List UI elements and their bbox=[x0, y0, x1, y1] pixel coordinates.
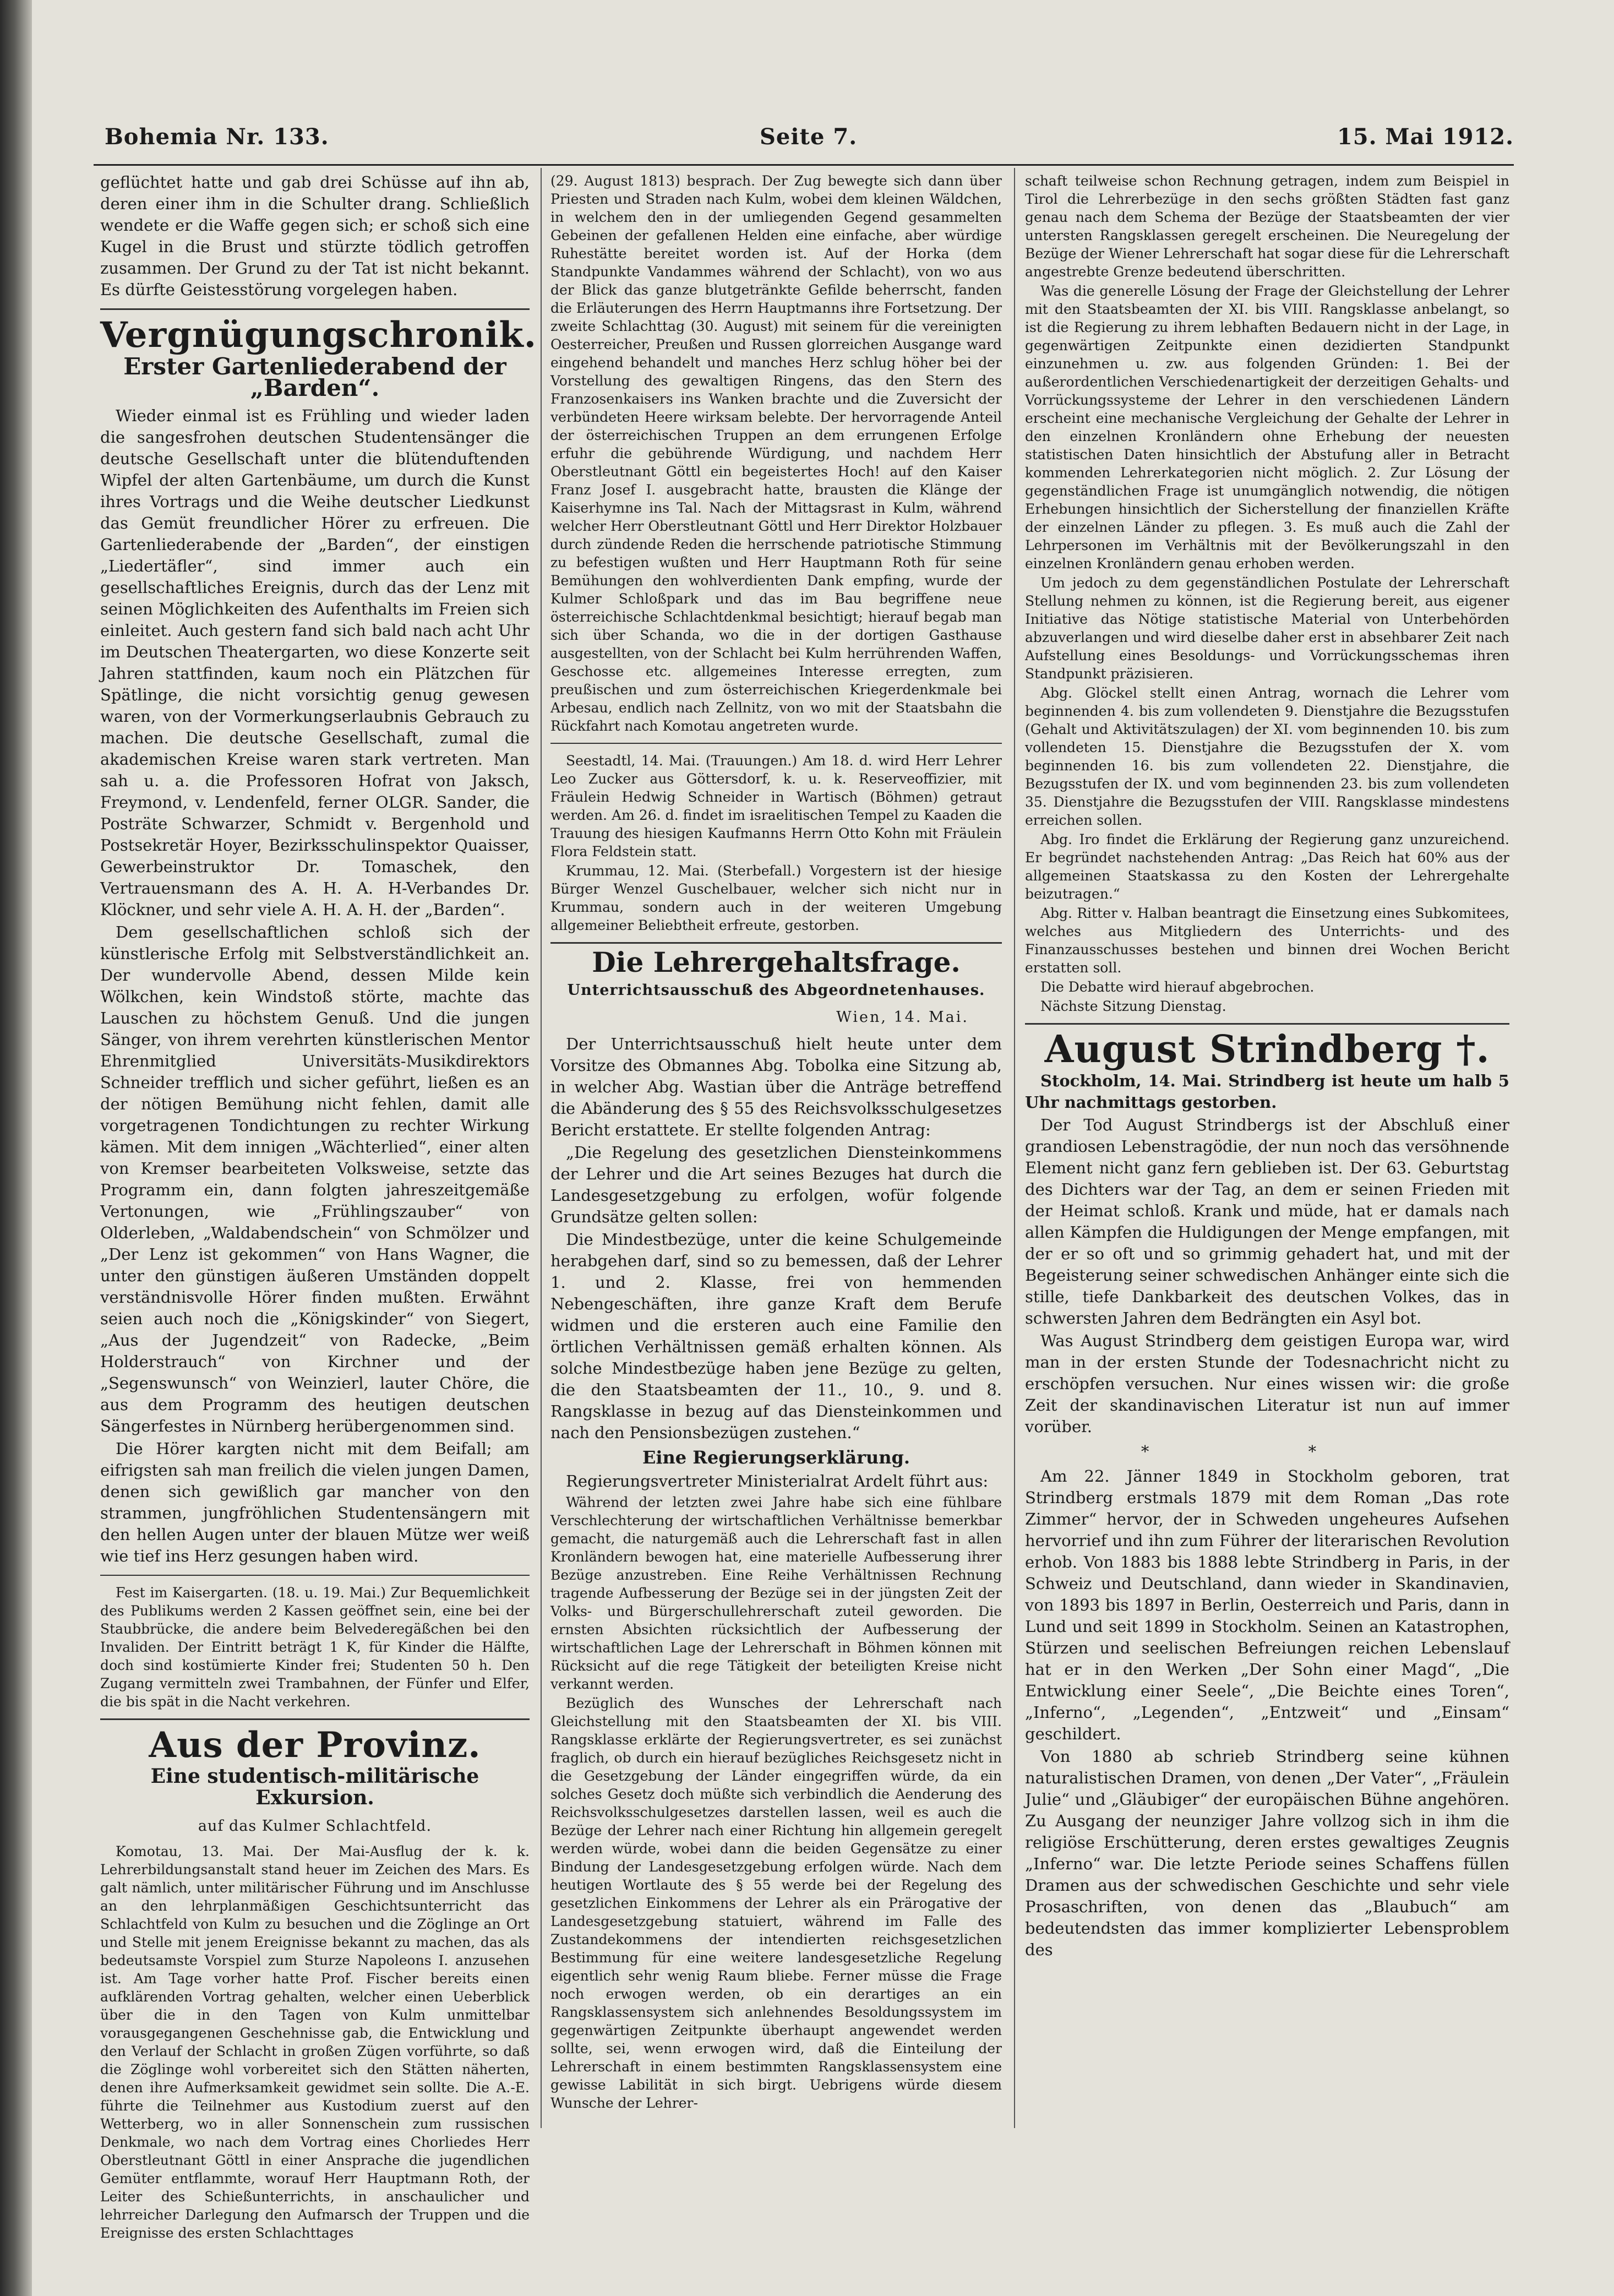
paragraph: Bezüglich des Wunsches der Lehrerschaft nach Gleichstellung mit den Staatsbeamten der XI. bis VIII. Rangsklasse erklärte der Regierungsvertreter, es sei zunächst fraglich, ob durch ein hierauf bezügliches Reichsgesetz nicht in die Gesetzgebung der Länder eingegriffen würde, da ein solches Gesetz doch müßte sich verbindlich die Aenderung des Reichsvolksschulgesetzes darstellen lassen, weil es auch die Bezüge der Lehrer nach einer Richtung hin allgemein geregelt werden würde, wobei dann die beiden Gegensätze zu einer Bindung der Landesgesetzgebung erfolgen würde. Nach dem heutigen Wortlaute des § 55 werde bei der Regelung des gesetzlichen Einkommens der Lehrer als ein Prärogative der Landesgesetzgebung statuiert, während im Falle des Zustandekommens der intendierten reichsgesetzlichen Bestimmung für eine weitere landesgesetzliche Regelung eigentlich sehr wenig Raum bliebe. Ferner müsse die Frage noch erwogen werden, ob ein derartiges an ein Rangsklassensystem sich anlehnendes Besoldungssystem im gegenwärtigen Zeitpunkte überhaupt angewendet werden sollte, sei, wenn erwogen wird, daß die Einteilung der Lehrerschaft in einem bestimmten Rangsklassensystem eine gewisse Labilität in sich birgt. Uebrigens würde diesem Wunsche der Lehrer- bbox=[550, 1695, 1002, 2111]
column-1 bbox=[100, 172, 537, 2243]
paragraph: „Die Regelung des gesetzlichen Diensteinkommens der Lehrer und die Art seines Bezuges hat durch die Landesgesetzgebung zu erfolgen, wofür folgende Grundsätze gelten sollen: bbox=[550, 1143, 1002, 1226]
column-divider bbox=[1014, 168, 1015, 2128]
paragraph: Dem gesellschaftlichen schloß sich der künstlerische Erfolg mit Selbstverständlichkeit an. Der wundervolle Abend, dessen Milde kein Wölkchen, kein Windstoß störte, machte das Lauschen zu höchstem Genuß. Und die jungen Sänger, von ihrem verehrten künstlerischen Mentor Ehrenmitglied Universitäts-Musikdirektors Schneider trefflich und sicher geführt, ließen es an der nötigen Bemühung nicht fehlen, damit alle vorgetragenen Tondichtungen zu rechter Wirkung kämen. Mit dem innigen „Wächterlied“, einer alten von Kremser bearbeiteten Volksweise, setzte das Programm ein, dann folgten jahreszeitgemäße Vertonungen, wie „Frühlingszauber“ von Olderleben, „Waldabendschein“ von Schmölzer und „Der Lenz ist gekommen“ von Hans Wagner, die unter den günstigen äußeren Umständen doppelt verständnisvolle Hörer finden mußten. Erwähnt seien auch noch die „Königskinder“ von Siegert, „Aus der Jugendzeit“ von Radecke, „Beim Holderstrauch“ von Kirchner und der „Segenswunsch“ von Weinzierl, lauter Chöre, die aus dem Programm des heutigen deutschen Sängerfestes in Nürnberg herübergenommen sind. bbox=[100, 923, 530, 1435]
section-title: Aus der Provinz. bbox=[149, 1724, 481, 1766]
paragraph: Komotau, 13. Mai. Der Mai-Ausflug der k. k. Lehrerbildungsanstalt stand heuer im Zeichen des Mars. Es galt nämlich, unter militärischer Führung und im Anschlusse an den lehrplanmäßigen Geschichtsunterricht das Schlachtfeld von Kulm zu besuchen und die Zöglinge an Ort und Stelle mit jenem Ereignisse bekannt zu machen, das als bedeutsamste Vorspiel zum Sturze Napoleons I. anzusehen ist. Am Tage vorher hatte Prof. Fischer bereits einen aufklärenden Vortrag gehalten, welcher einen Ueberblick über die in den Tagen von Kulm unmittelbar vorausgegangenen Geschehnisse gab, die Entwicklung und den Verlauf der Schlacht in großen Zügen vorführte, so daß die Zöglinge wohl vorbereitet sich den Stätten näherten, denen ihre Aufmerksamkeit gewidmet sein sollte. Die A.-E. führte die Teilnehmer aus Kustodium zuerst auf den Wetterberg, wo in aller Sonnenschein zum russischen Denkmale, wo nach dem Vortrag eines Chorliedes Herr Oberstleutnant Göttl in einer Ansprache die jugendlichen Gemüter entflammte, worauf Herr Hauptmann Roth, der Leiter des Schießunterrichts, in anschaulicher und lehrreicher Darlegung den Aufmarsch der Truppen und die Ereignisse des ersten Schlachttages bbox=[100, 1843, 530, 2241]
paragraph: geflüchtet hatte und gab drei Schüsse auf ihn ab, deren einer ihm in die Schulter drang. Schließlich wendete er die Waffe gegen sich; er schoß sich eine Kugel in die Brust und stürzte tödlich getroffen zusammen. Der Grund zu der Tat ist nicht bekannt. Es dürfte Geistesstörung vorgelegen haben. bbox=[100, 173, 530, 299]
header-rule bbox=[94, 164, 1514, 166]
paragraph: Von 1880 ab schrieb Strindberg seine kühnen naturalistischen Dramen, von denen „Der Vater“, „Fräulein Julie“ und „Gläubiger“ der europäischen Bühne angehören. Zu Ausgang der neunziger Jahre vollzog sich in ihm die religiöse Erschütterung, deren erstes gewaltiges Zeugnis „Inferno“ war. Die letzte Periode seines Schaffens füllen Dramen aus der schwedischen Geschichte und sehr viele Prosaschriften, von denen das „Blaubuch“ am bedeutendsten das immer komplizierter Lebensproblem des bbox=[1025, 1747, 1509, 1959]
header-page-number: Seite 7. bbox=[760, 124, 858, 150]
paragraph: Nächste Sitzung Dienstag. bbox=[1040, 998, 1226, 1014]
divider bbox=[100, 1718, 530, 1720]
paragraph: schaft teilweise schon Rechnung getragen, indem zum Beispiel in Tirol die Lehrerbezüge in den sechs größten Städten fast ganz genau nach dem Schema der Bezüge der Staatsbeamten der vier untersten Rangsklassen geregelt erscheinen. Die Neuregelung der Bezüge der Wiener Lehrerschaft hat sogar diese für die Lehrerschaft angestrebte Grenze bedeutend überschritten. bbox=[1025, 173, 1509, 280]
page-header bbox=[72, 124, 1514, 157]
paragraph: Wieder einmal ist es Frühling und wieder laden die sangesfrohen deutschen Studentensänger die deutsche Gesellschaft unter die blütenduftenden Wipfel der alten Gartenbäume, um durch die Kunst ihres Vortrags und die Weihe deutscher Liedkunst das Gemüt freundlicher Hörer zu erfreuen. Die Gartenliederabende der „Barden“, der einstigen „Liedertäfler“, sind immer auch ein gesellschaftliches Ereignis, durch das der Lenz mit seinen Möglichkeiten des Aufenthalts im Freien sich einleitet. Auch gestern fand sich bald nach acht Uhr im Deutschen Theatergarten, wo diese Konzerte seit Jahren stattfinden, kaum noch ein Plätzchen für Spätlinge, die nicht vorsichtig genug gewesen waren, von der Vormerkungserlaubnis Gebrauch zu machen. Die deutsche Gesellschaft, zumal die akademischen Kreise waren stark vertreten. Man sah u. a. die Professoren Hofrat von Jaksch, Freymond, v. Lendenfeld, ferner OLGR. Sander, die Posträte Schwarzer, Schmidt v. Bergenhold und Postsekretär Hoyer, Bezirksschulinspektor Quaisser, Gewerbeinstruktor Dr. Tomaschek, den Vertrauensmann des A. H. A. H-Verbandes Dr. Klöckner, und sehr viele A. H. A. H. der „Barden“. bbox=[100, 406, 530, 919]
paragraph: Am 22. Jänner 1849 in Stockholm geboren, trat Strindberg erstmals 1879 mit dem Roman „Das rote Zimmer“ hervor, der in Schweden ungeheures Aufsehen hervorrief und ihn zum Führer der literarischen Revolution erhob. Von 1883 bis 1888 lebte Strindberg in Paris, in der Schweiz und Deutschland, dann wieder in Skandinavien, von 1893 bis 1897 in Berlin, Oesterreich und Paris, dann in Lund und seit 1899 in Stockholm. Seinen an Katastrophen, Stürzen und seelischen Befreiungen reichen Lebenslauf hat er in den Werken „Der Sohn einer Magd“, „Die Entwicklung einer Seele“, „Die Beichte eines Toren“, „Inferno“, „Legenden“, „Entzweit“ und „Einsam“ geschildert. bbox=[1025, 1467, 1509, 1743]
paragraph: Was August Strindberg dem geistigen Europa war, wird man in der ersten Stunde der Todesnachricht nicht zu erschöpfen versuchen. Nur eines wissen wir: die große Zeit der skandinavischen Literatur ist nun auf immer vorüber. bbox=[1025, 1331, 1509, 1436]
article-title: Erster Gartenliederabend der „Barden“. bbox=[123, 353, 506, 401]
header-date: 15. Mai 1912. bbox=[1337, 124, 1514, 150]
column-2 bbox=[550, 172, 1002, 2113]
article-title: August Strindberg †. bbox=[1044, 1027, 1490, 1071]
article-subtitle: Unterrichtsausschuß des Abgeordnetenhauses. bbox=[567, 982, 985, 999]
paragraph: Der Tod August Strindbergs ist der Abschluß einer grandiosen Lebenstragödie, der nun noch das versöhnende Element nicht ganz fern geblieben ist. Der 63. Geburtstag des Dichters war der Tag, an dem er seinen Frieden mit der Heimat schloß. Krank und müde, hat er damals nach allen Kämpfen die Huldigungen der Menge empfangen, mit der er so oft und so grimmig gehadert hat, und mit der Begeisterung seiner schwedischen Anhänger einte sich die stille, tiefe Dankbarkeit des deutschen Volkes, das in schwersten Jahren dem Bedrängten ein Asyl bot. bbox=[1025, 1116, 1509, 1327]
article-title: Die Lehrergehaltsfrage. bbox=[592, 946, 961, 978]
section-title: Vergnügungschronik. bbox=[100, 314, 537, 356]
paragraph: Während der letzten zwei Jahre habe sich eine fühlbare Verschlechterung der wirtschaftlichen Verhältnisse bemerkbar gemacht, die naturgemäß auch die Lehrerschaft fast in allen Kronländern bewogen hat, eine materielle Aufbesserung ihrer Bezüge anzustreben. Eine Reihe Verhältnissen Rechnung tragende Aufbesserung der Bezüge sei in der jüngsten Zeit der Volks- und Bürgerschullehrerschaft zuteil geworden. Die ernsten Absichten rücksichtlich der Aufbesserung der wirtschaftlichen Lage der Lehrerschaft in Böhmen können mit Rücksicht auf die rege Tätigkeit der beteiligten Kreise nicht verkannt werden. bbox=[550, 1494, 1002, 1692]
divider bbox=[1025, 1023, 1509, 1025]
article-subtitle: auf das Kulmer Schlachtfeld. bbox=[198, 1818, 432, 1835]
header-issue: Bohemia Nr. 133. bbox=[105, 124, 329, 150]
paragraph: Was die generelle Lösung der Frage der Gleichstellung der Lehrer mit den Staatsbeamten der XI. bis VIII. Rangsklasse anbelangt, so ist die Regierung zu ihrem lebhaften Bedauern nicht in der Lage, in gegenwärtigen Zeitpunkte einen dezidierten Standpunkt einzunehmen u. zw. aus folgenden Gründen: 1. Bei der außerordentlichen Verschiedenartigkeit der derzeitigen Gehalts- und Vorrückungssysteme der Lehrer in den verschiedenen Ländern erscheint eine mechanische Vergleichung der Gehalte der Lehrer in den einzelnen Kronländern ohne Erhebung der neuesten statistischen Daten hinsichtlich der Abstufung aller in Betracht kommenden Lehrerkategorien nicht möglich. 2. Zur Lösung der gegenständlichen Frage ist unumgänglich notwendig, die nötigen Erhebungen hinsichtlich der Sicherstellung der finanziellen Kräfte der einzelnen Länder zu pflegen. 3. Es muß auch die Zahl der Lehrpersonen im Verhältnis mit der Bevölkerungszahl in den einzelnen Kronländern genau erhoben werden. bbox=[1025, 283, 1509, 572]
paragraph: Die Hörer kargten nicht mit dem Beifall; am eifrigsten sah man freilich die vielen jungen Damen, denen sich gewißlich gar mancher von den strammen, jungfröhlichen Studentensängern mit den hellen Augen unter der blauen Mütze wer weiß wie tief ins Herz gesungen haben wird. bbox=[100, 1439, 530, 1565]
paragraph: Die Mindestbezüge, unter die keine Schulgemeinde herabgehen darf, sind so zu bemessen, daß der Lehrer 1. und 2. Klasse, frei von hemmenden Nebengeschäften, ihre ganze Kraft dem Berufe widmen und die ersteren auch eine Familie den örtlichen Verhältnissen gemäß erhalten können. Als solche Mindestbezüge haben jene Bezüge zu gelten, die den Staatsbeamten der 11., 10., 9. und 8. Rangsklasse in bezug auf das Diensteinkommen und nach den Pensionsbezügen zustehen.“ bbox=[550, 1230, 1002, 1442]
divider bbox=[100, 1575, 530, 1576]
column-divider bbox=[541, 168, 542, 2128]
notice-seestadtl: Seestadtl, 14. Mai. (Trauungen.) Am 18. d. wird Herr Lehrer Leo Zucker aus Göttersdorf, k. u. k. Reserveoffizier, mit Fräulein Hedwig Schneider in Wartisch (Böhmen) getraut werden. Am 26. d. findet im israelitischen Tempel zu Kaaden die Trauung des hiesigen Kaufmanns Herrn Otto Kohn mit Fräulein Flora Feldstein statt. bbox=[550, 753, 1002, 859]
column-3 bbox=[1025, 172, 1509, 1962]
dateline: Wien, 14. Mai. bbox=[836, 1009, 969, 1026]
divider bbox=[550, 743, 1002, 744]
paragraph: Der Unterrichtsausschuß hielt heute unter dem Vorsitze des Obmannes Abg. Tobolka eine Sitzung ab, in welcher Abg. Wastian über die Anträge betreffend die Abänderung des § 55 des Reichsvolksschulgesetzes Bericht erstattete. Er stellte folgenden Antrag: bbox=[550, 1035, 1002, 1139]
paragraph: Abg. Iro findet die Erklärung der Regierung ganz unzureichend. Er begründet nachstehenden Antrag: „Das Reich hat 60% aus der allgemeinen Staatskassa zu den Kosten der Lehrergehalte beizutragen.“ bbox=[1025, 831, 1509, 902]
notice-krummau: Krummau, 12. Mai. (Sterbefall.) Vorgestern ist der hiesige Bürger Wenzel Guschelbauer, welcher sich nicht nur in Krummau, sondern auch in der weiteren Umgebung allgemeiner Beliebtheit erfreute, gestorben. bbox=[550, 863, 1002, 933]
divider bbox=[100, 308, 530, 310]
divider bbox=[550, 942, 1002, 944]
paragraph: Abg. Ritter v. Halban beantragt die Einsetzung eines Subkomitees, welches aus Mitgliedern des Unterrichts- und des Finanzausschusses bestehen und binnen drei Wochen Bericht erstatten soll. bbox=[1025, 905, 1509, 976]
paragraph: (29. August 1813) besprach. Der Zug bewegte sich dann über Priesten und Straden nach Kulm, wobei dem kleinen Wäldchen, in welchem den in der umliegenden Gegend gesammelten Gebeinen der gefallenen Helden eine einfache, aber würdige Ruhestätte bereitet worden ist. Auf der Horka (dem Standpunkte Vandammes während der Schlacht), von wo aus der Blick das ganze blutgetränkte Gefilde beherrscht, fanden die Erläuterungen des Herrn Hauptmanns ihre Fortsetzung. Der zweite Schlachttag (30. August) mit seinem für die vereinigten Oesterreicher, Preußen und Russen glorreichen Ausgange ward eingehend behandelt und manches Herz schlug höher bei der Vorstellung des gewaltigen Ringens, das den Stern des Franzosenkaisers ins Wanken brachte und die Zuversicht der verbündeten Heere wirksam belebte. Der hervorragende Anteil der österreichischen Truppen an dem errungenen Erfolge erfuhr die gebührende Würdigung, und nachdem Herr Oberstleutnant Göttl ein begeistertes Hoch! auf den Kaiser Franz Josef I. ausgebracht hatte, brausten die Klänge der Kaiserhymne ins Tal. Nach der Mittagsrast in Kulm, während welcher Herr Oberstleutnant Göttl und Herr Direktor Holzbauer durch zündende Reden die herrschende patriotische Stimmung zu befestigen wußten und Herr Hauptmann Roth für seine Bemühungen den wohlverdienten Dank empfing, wurde der Kulmer Schloßpark und das im Bau begriffene neue österreichische Schlachtdenkmal besichtigt; hierauf begab man sich über Schanda, wo die in der dortigen Gasthause ausgestellten, von der Schlacht bei Kulm herrührenden Waffen, Geschosse etc. allgemeines Interesse erregten, zum preußischen und zum österreichischen Kriegerdenkmale bei Arbesau, endlich nach Zellnitz, von wo mit der Staatsbahn die Rückfahrt nach Komotau angetreten wurde. bbox=[550, 173, 1002, 734]
paragraph: Um jedoch zu dem gegenständlichen Postulate der Lehrerschaft Stellung nehmen zu können, ist die Regierung bereit, aus eigener Initiative das Nötige statistische Material von Unterbehörden abzuverlangen und wird dieselbe daher erst in absehbarer Zeit nach Aufstellung eines Besoldungs- und Vorrückungsschemas ihren Standpunkt präzisieren. bbox=[1025, 575, 1509, 682]
notice-kaisergarten: Fest im Kaisergarten. (18. u. 19. Mai.) Zur Bequemlichkeit des Publikums werden 2 Kassen geöffnet sein, eine bei der Staubbrücke, die andere beim Belvederegäßchen bei den Invaliden. Der Eintritt beträgt 1 K, für Kinder die Hälfte, doch sind kostümierte Kinder frei; Studenten 50 h. Den Zugang vermitteln zwei Trambahnen, der Fünfer und Elfer, die bis spät in die Nacht verkehren. bbox=[100, 1585, 530, 1710]
paragraph: Abg. Glöckel stellt einen Antrag, wornach die Lehrer vom beginnenden 4. bis zum vollendeten 9. Dienstjahre die Bezugsstufen (Gehalt und Aktivitätszulagen) der XI. vom beginnenden 10. bis zum vollendeten 15. Dienstjahre die Bezugsstufen der X. vom beginnenden 16. bis zum vollendeten 22. Dienstjahre, die Bezugsstufen der IX. und vom beginnenden 23. bis zum vollendeten 35. Dienstjahre die Bezugsstufen der VIII. Rangsklasse mindestens erreichen sollen. bbox=[1025, 685, 1509, 828]
paragraph: Regierungsvertreter Ministerialrat Ardelt führt aus: bbox=[566, 1472, 989, 1490]
subheading: Eine Regierungserklärung. bbox=[642, 1447, 910, 1468]
lead-paragraph: Stockholm, 14. Mai. Strindberg ist heute um halb 5 Uhr nachmittags gestorben. bbox=[1025, 1071, 1509, 1112]
paragraph: Die Debatte wird hierauf abgebrochen. bbox=[1040, 979, 1315, 995]
separator-stars: * * bbox=[1141, 1442, 1394, 1461]
book-spine-shadow bbox=[0, 0, 32, 2296]
article-title: Eine studentisch-militärische Exkursion. bbox=[150, 1765, 479, 1809]
